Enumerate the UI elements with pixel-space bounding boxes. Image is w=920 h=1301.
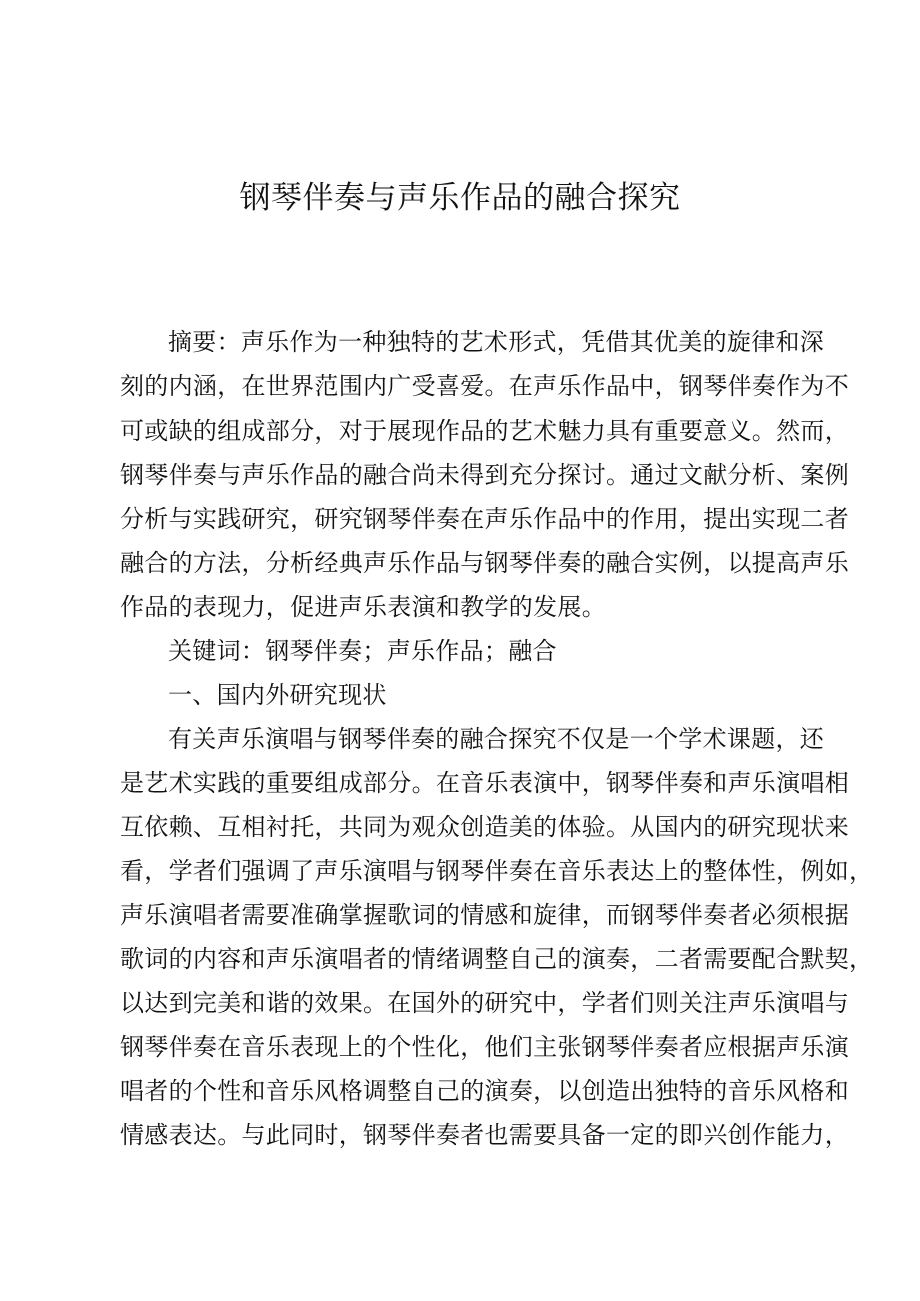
abstract-line-5: 分析与实践研究，研究钢琴伴奏在声乐作品中的作用，提出实现二者	[120, 505, 849, 533]
abstract-line-4: 钢琴伴奏与声乐作品的融合尚未得到充分探讨。通过文献分析、案例	[120, 461, 849, 489]
body-line-2: 是艺术实践的重要组成部分。在音乐表演中，钢琴伴奏和声乐演唱相	[120, 769, 849, 797]
keywords-line: 关键词：钢琴伴奏；声乐作品；融合	[168, 637, 557, 665]
body-line-1: 有关声乐演唱与钢琴伴奏的融合探究不仅是一个学术课题，还	[168, 725, 825, 753]
body-line-10: 情感表达。与此同时，钢琴伴奏者也需要具备一定的即兴创作能力，	[120, 1121, 849, 1149]
body-line-6: 歌词的内容和声乐演唱者的情绪调整自己的演奏，二者需要配合默契，	[120, 945, 874, 973]
abstract-line-7: 作品的表现力，促进声乐表演和教学的发展。	[120, 593, 606, 621]
body-line-7: 以达到完美和谐的效果。在国外的研究中，学者们则关注声乐演唱与	[120, 989, 849, 1017]
document-title: 钢琴伴奏与声乐作品的融合探究	[239, 180, 681, 216]
body-line-3: 互依赖、互相衬托，共同为观众创造美的体验。从国内的研究现状来	[120, 813, 849, 841]
abstract-line-2: 刻的内涵，在世界范围内广受喜爱。在声乐作品中，钢琴伴奏作为不	[120, 372, 849, 400]
abstract-line-6: 融合的方法，分析经典声乐作品与钢琴伴奏的融合实例，以提高声乐	[120, 549, 849, 577]
abstract-line-3: 可或缺的组成部分，对于展现作品的艺术魅力具有重要意义。然而，	[120, 417, 849, 445]
body-line-5: 声乐演唱者需要准确掌握歌词的情感和旋律，而钢琴伴奏者必须根据	[120, 901, 849, 929]
body-line-8: 钢琴伴奏在音乐表现上的个性化，他们主张钢琴伴奏者应根据声乐演	[120, 1033, 849, 1061]
body-line-9: 唱者的个性和音乐风格调整自己的演奏，以创造出独特的音乐风格和	[120, 1077, 849, 1105]
section-heading: 一、国内外研究现状	[168, 681, 387, 709]
body-line-4: 看，学者们强调了声乐演唱与钢琴伴奏在音乐表达上的整体性，例如，	[120, 857, 874, 885]
abstract-line-1: 摘要：声乐作为一种独特的艺术形式，凭借其优美的旋律和深	[168, 328, 825, 356]
